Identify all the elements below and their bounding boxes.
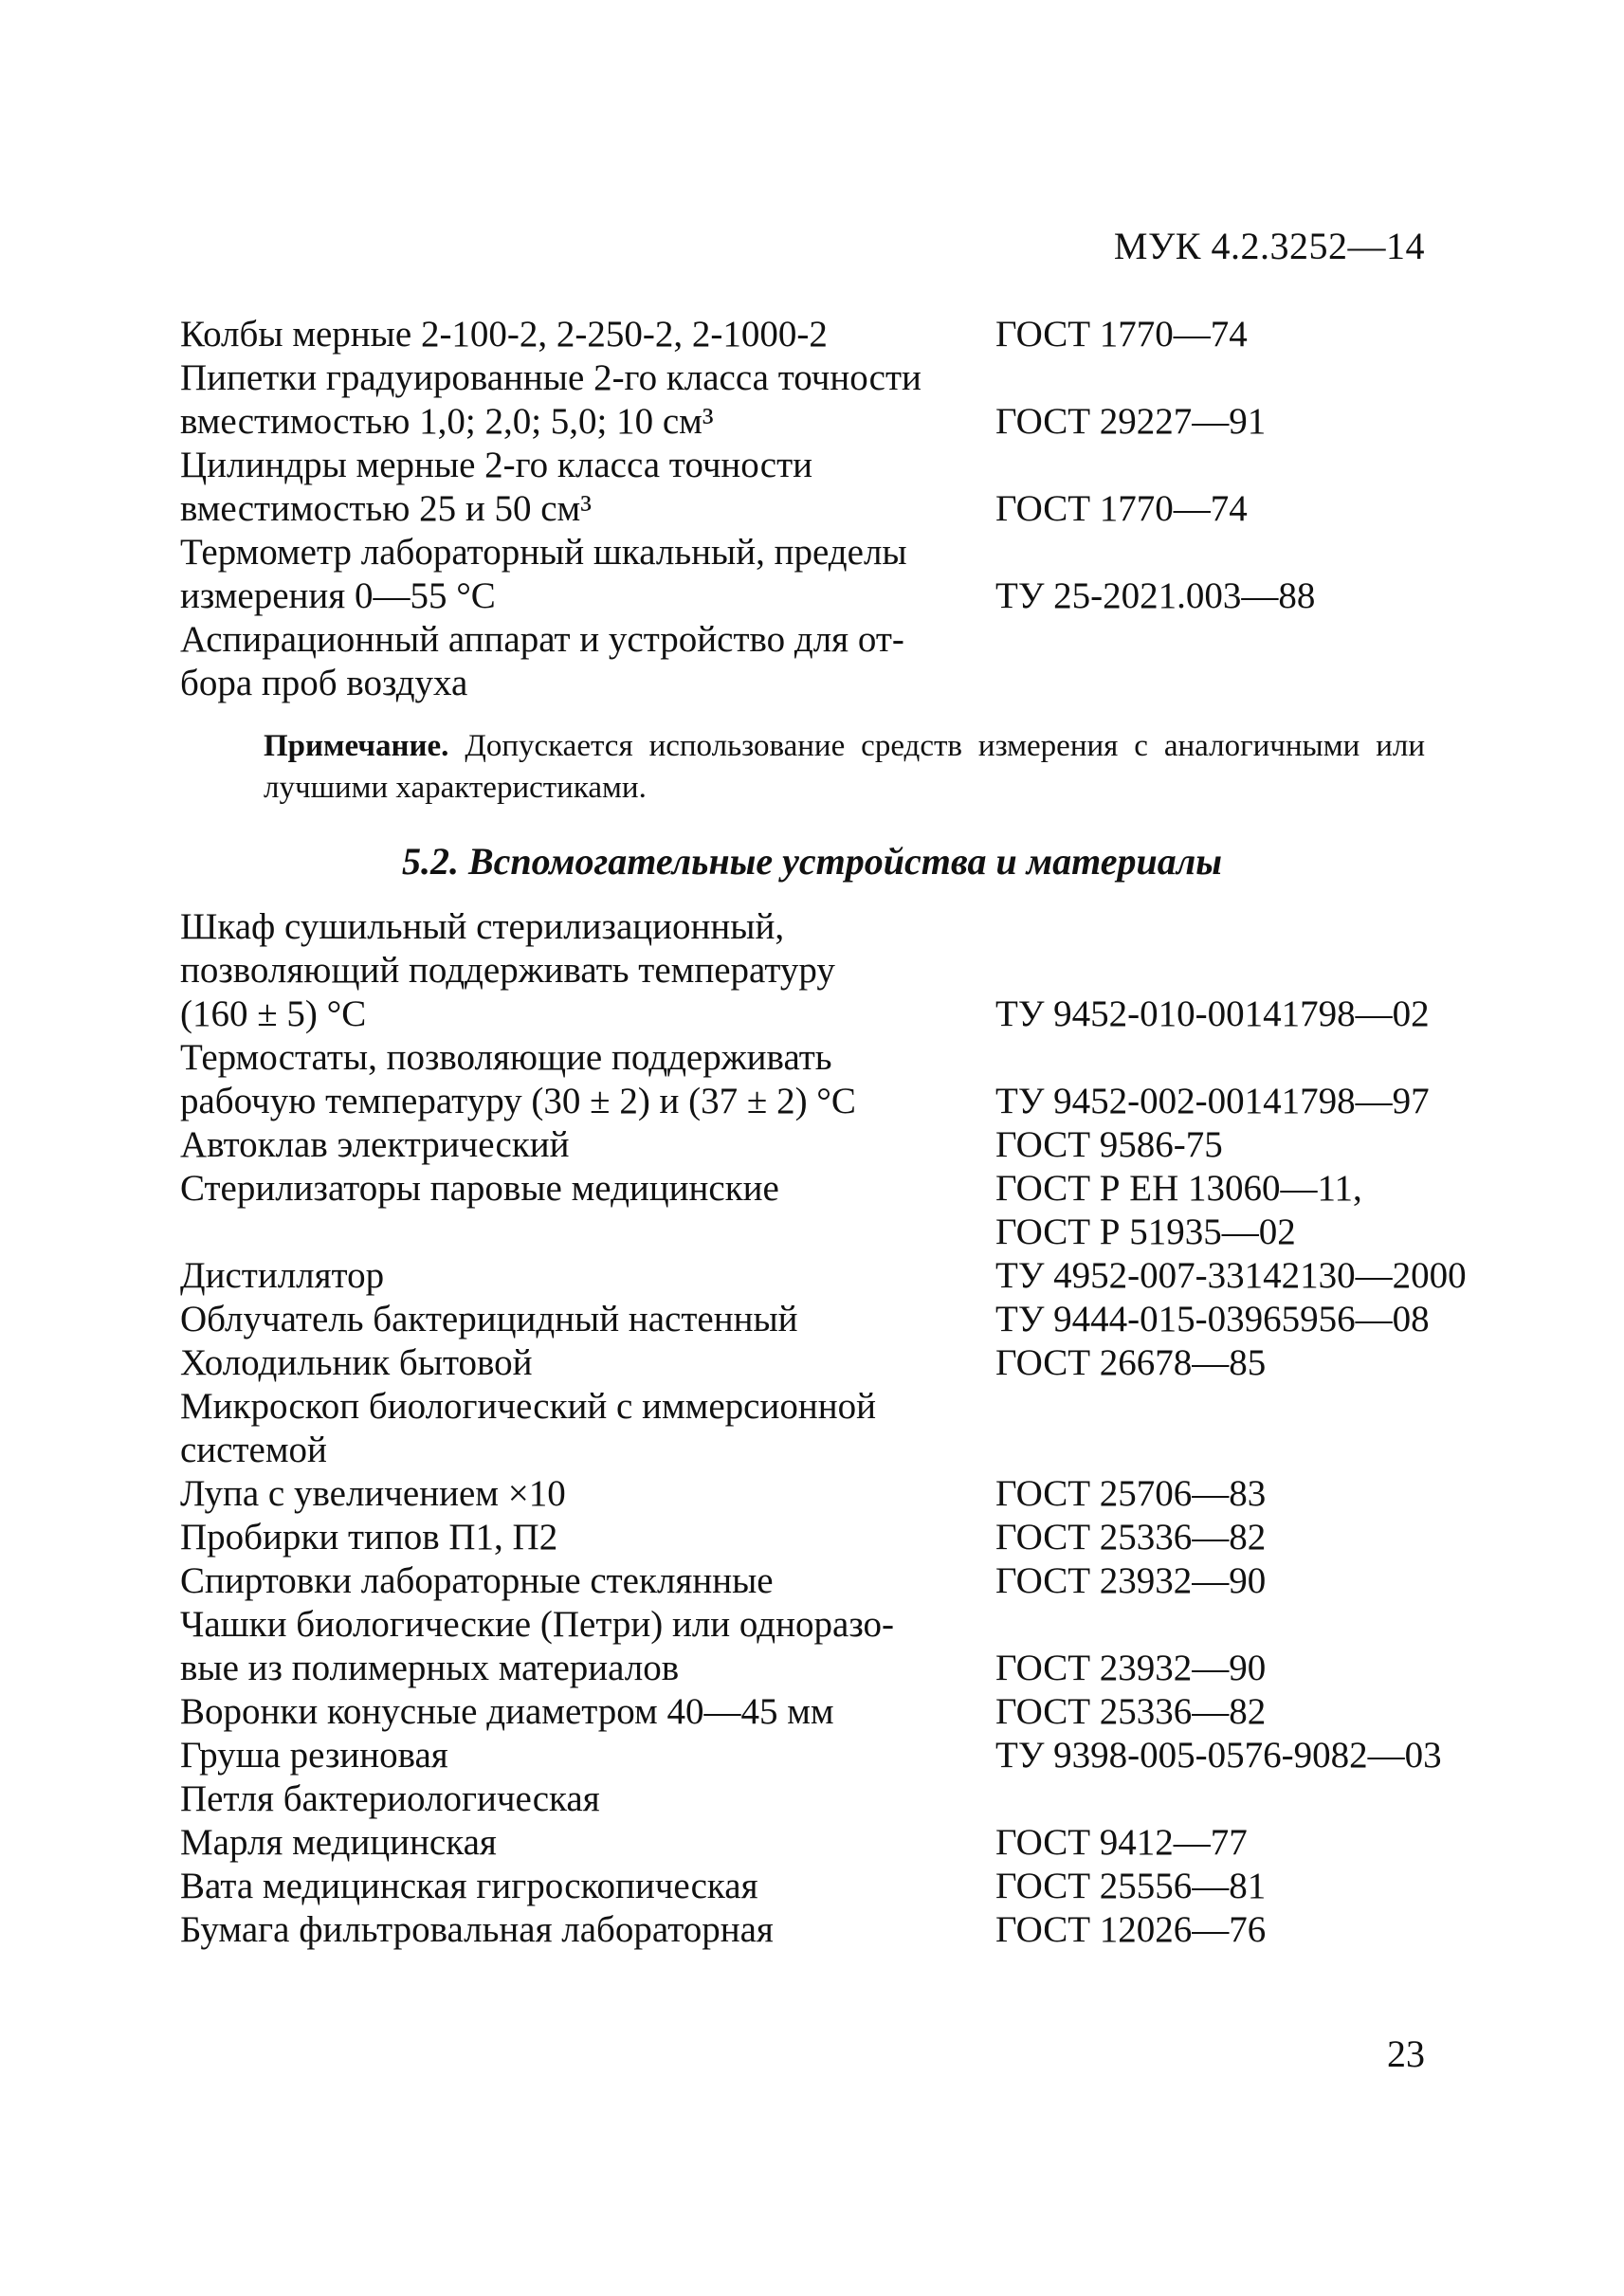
item-standard [995, 313, 1248, 356]
item-name-line: Облучатель бактерицидный настенный [180, 1299, 798, 1339]
table-row [180, 444, 1507, 531]
item-name-line: Груша резиновая [180, 1735, 448, 1776]
table-row [180, 1603, 1507, 1690]
table-row [180, 905, 1507, 1036]
note-text: Допускается использование средств измерения с аналогичными или лучшими характеристиками. [264, 729, 1425, 805]
item-name-line: Марля медицинская [180, 1822, 497, 1863]
table-row [180, 1036, 1507, 1123]
note [264, 725, 1425, 809]
item-name-line: Микроскоп биологический с иммерсионной [180, 1386, 876, 1427]
item-name-line: позволяющий поддерживать температуру [180, 950, 835, 991]
item-name [180, 1559, 995, 1603]
item-name [180, 1516, 995, 1559]
item-name-line: Стерилизаторы паровые медицинские [180, 1168, 779, 1209]
item-standard-line: ГОСТ 25336—82 [995, 1691, 1267, 1732]
section-heading: 5.2. Вспомогательные устройства и материалы [401, 840, 1223, 883]
item-standard-line: ГОСТ 12026—76 [995, 1909, 1267, 1950]
item-standard [995, 1123, 1223, 1167]
item-standard [995, 1734, 1442, 1777]
item-standard-line: ГОСТ Р 51935—02 [995, 1212, 1296, 1252]
item-standard [995, 1167, 1362, 1254]
item-standard [995, 574, 1315, 618]
item-name-line: Термометр лабораторный шкальный, пределы [180, 532, 907, 573]
item-name-line: (160 ± 5) °С [180, 993, 367, 1034]
item-name [180, 1821, 995, 1865]
table-row [180, 313, 1507, 356]
item-name-line: Цилиндры мерные 2-го класса точности [180, 445, 812, 485]
item-name [180, 1167, 995, 1254]
item-name [180, 1341, 995, 1385]
item-name [180, 618, 995, 705]
item-standard-line: ГОСТ 25336—82 [995, 1517, 1267, 1558]
item-name-line: Спиртовки лабораторные стеклянные [180, 1560, 774, 1601]
item-name-line: Воронки конусные диаметром 40—45 мм [180, 1691, 834, 1732]
item-name [180, 1603, 995, 1690]
item-standard-line: ГОСТ Р ЕН 13060—11, [995, 1168, 1362, 1209]
item-standard [995, 1472, 1266, 1516]
item-standard-line: ТУ 25-2021.003—88 [995, 575, 1316, 616]
item-name-line: Лупа с увеличением ×10 [180, 1473, 566, 1514]
table-row [180, 1298, 1507, 1341]
table-row [180, 531, 1507, 618]
item-standard-line: ТУ 9452-002-00141798—97 [995, 1081, 1430, 1121]
item-standard-line: ГОСТ 1770—74 [995, 314, 1248, 355]
item-standard [995, 1559, 1266, 1603]
item-name-line: Автоклав электрический [180, 1124, 570, 1165]
item-standard [995, 487, 1248, 531]
item-name-line: Колбы мерные 2-100-2, 2-250-2, 2-1000-2 [180, 314, 828, 355]
item-standard [995, 1908, 1266, 1952]
item-name [180, 313, 995, 356]
item-standard [995, 1647, 1266, 1690]
item-name-line: вые из полимерных материалов [180, 1648, 680, 1688]
item-standard-line: ТУ 4952-007-33142130—2000 [995, 1255, 1467, 1296]
item-name-line: системой [180, 1430, 327, 1470]
item-name-line: рабочую температуру (30 ± 2) и (37 ± 2) °С [180, 1081, 856, 1121]
item-standard [995, 1516, 1266, 1559]
item-name [180, 1777, 995, 1821]
item-name-line: Чашки биологические (Петри) или одноразо- [180, 1604, 894, 1645]
auxiliary-equipment-table [180, 905, 1507, 1952]
item-standard [995, 993, 1430, 1036]
item-name [180, 356, 995, 444]
instruments-table [180, 313, 1507, 705]
item-name-line: Холодильник бытовой [180, 1342, 533, 1383]
item-name [180, 1298, 995, 1341]
item-standard-line: ГОСТ 9586-75 [995, 1124, 1223, 1165]
item-standard [995, 1865, 1266, 1908]
item-name-line: Термостаты, позволяющие поддерживать [180, 1037, 832, 1078]
table-row [180, 356, 1507, 444]
item-name [180, 1123, 995, 1167]
item-name [180, 905, 995, 1036]
table-row [180, 1472, 1507, 1516]
table-row [180, 1908, 1507, 1952]
item-name [180, 1865, 995, 1908]
item-standard [995, 1254, 1467, 1298]
item-name [180, 1036, 995, 1123]
item-name-line: вместимостью 1,0; 2,0; 5,0; 10 см³ [180, 401, 714, 442]
item-standard-line: ГОСТ 23932—90 [995, 1560, 1267, 1601]
table-row [180, 1167, 1507, 1254]
item-name-line: Вата медицинская гигроскопическая [180, 1866, 758, 1906]
item-standard-line: ТУ 9452-010-00141798—02 [995, 993, 1430, 1034]
item-standard-line: ГОСТ 26678—85 [995, 1342, 1267, 1383]
table-row [180, 1385, 1507, 1472]
table-row [180, 1690, 1507, 1734]
item-name-line: вместимостью 25 и 50 см³ [180, 488, 592, 529]
item-name-line: Пробирки типов П1, П2 [180, 1517, 558, 1558]
document-id: МУК 4.2.3252—14 [1113, 225, 1425, 267]
item-standard-line: ТУ 9444-015-03965956—08 [995, 1299, 1430, 1339]
item-standard [995, 1690, 1266, 1734]
item-name-line: Аспирационный аппарат и устройство для от- [180, 619, 904, 660]
item-name [180, 1472, 995, 1516]
item-standard [995, 1821, 1248, 1865]
item-standard-line: ГОСТ 25706—83 [995, 1473, 1267, 1514]
table-row [180, 1254, 1507, 1298]
table-row [180, 1777, 1507, 1821]
item-name-line: бора проб воздуха [180, 663, 468, 703]
table-row [180, 1821, 1507, 1865]
item-name [180, 531, 995, 618]
table-row [180, 1516, 1507, 1559]
item-name-line: Бумага фильтровальная лабораторная [180, 1909, 774, 1950]
item-name-line: Пипетки градуированные 2-го класса точности [180, 357, 921, 398]
item-name [180, 1690, 995, 1734]
item-name-line: Дистиллятор [180, 1255, 385, 1296]
item-standard-line: ТУ 9398-005-0576-9082—03 [995, 1735, 1442, 1776]
note-label: Примечание. [264, 729, 449, 763]
item-standard [995, 400, 1266, 444]
item-name-line: измерения 0—55 °С [180, 575, 496, 616]
item-name [180, 444, 995, 531]
table-row [180, 1734, 1507, 1777]
item-standard-line: ГОСТ 29227—91 [995, 401, 1267, 442]
item-standard-line: ГОСТ 23932—90 [995, 1648, 1267, 1688]
item-name [180, 1385, 995, 1472]
item-standard [995, 1341, 1266, 1385]
table-row [180, 618, 1507, 705]
item-name [180, 1908, 995, 1952]
item-name-line: Шкаф сушильный стерилизационный, [180, 906, 785, 947]
item-name [180, 1734, 995, 1777]
item-standard-line: ГОСТ 1770—74 [995, 488, 1248, 529]
item-name [180, 1254, 995, 1298]
table-row [180, 1341, 1507, 1385]
table-row [180, 1123, 1507, 1167]
item-name-line: Петля бактериологическая [180, 1778, 600, 1819]
item-standard [995, 1298, 1430, 1341]
item-standard [995, 1080, 1430, 1123]
item-standard-line: ГОСТ 9412—77 [995, 1822, 1248, 1863]
table-row [180, 1559, 1507, 1603]
table-row [180, 1865, 1507, 1908]
item-standard-line: ГОСТ 25556—81 [995, 1866, 1267, 1906]
page-number: 23 [1387, 2032, 1425, 2075]
